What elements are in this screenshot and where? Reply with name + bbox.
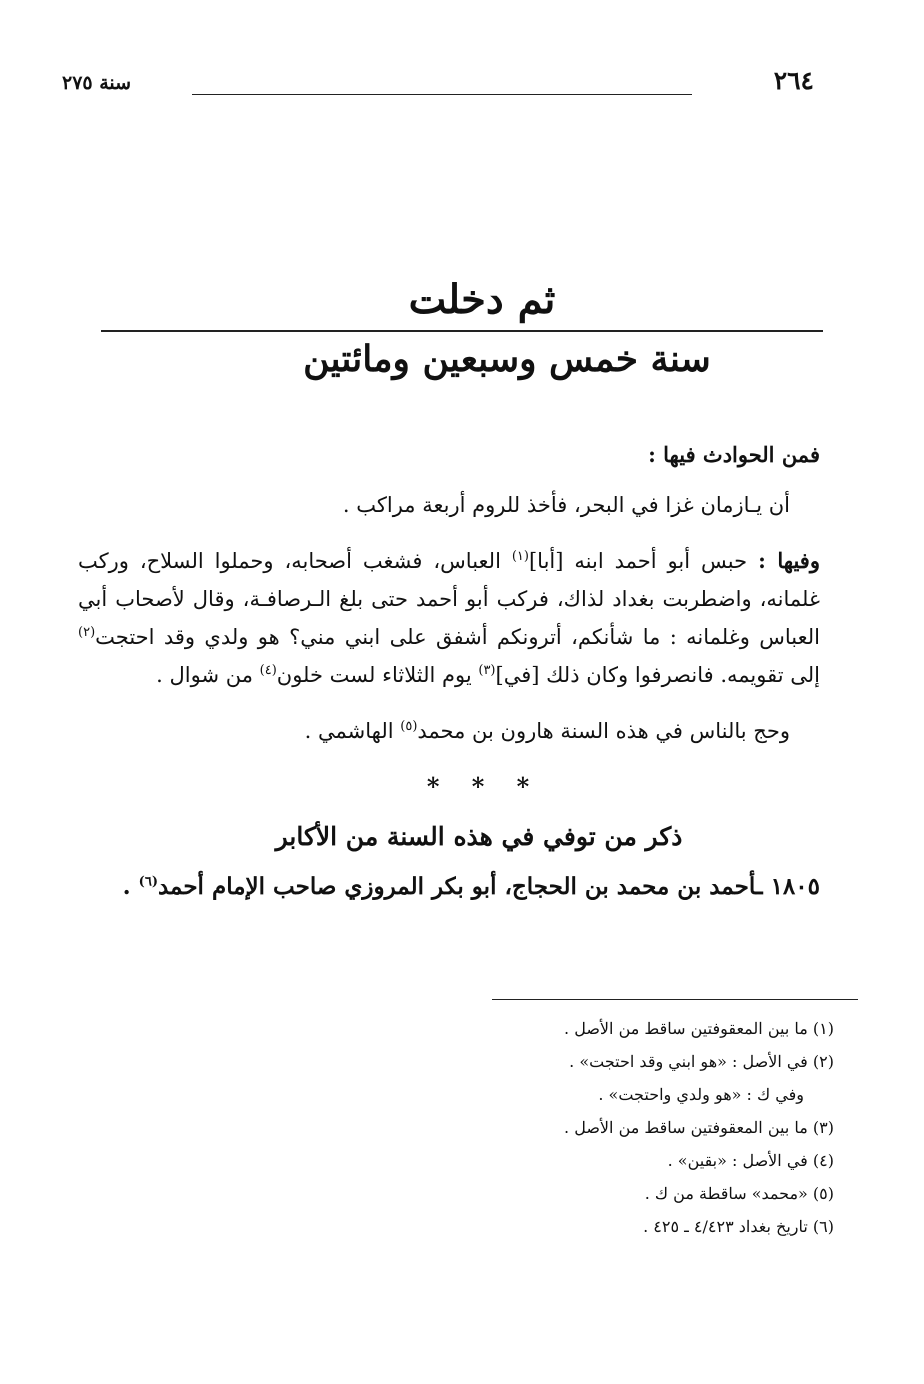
header-rule	[192, 94, 692, 95]
running-head	[62, 66, 814, 106]
paragraph-text: من شوال .	[156, 663, 260, 687]
footnote-ref-1[interactable]: (١)	[511, 549, 529, 564]
paragraph-text: حبس أبو أحمد ابنه [أبا]	[528, 549, 759, 573]
footnote-4: (٤) في الأصل : «بقين» .	[667, 1151, 834, 1170]
running-year-label: سنة ٢٧٥	[62, 72, 132, 94]
entry-text: ١٨٠٥ ـأحمد بن محمد بن الحجاج، أبو بكر المروزي صاحب الإمام أحمد	[157, 873, 820, 900]
paragraph-text: الهاشمي .	[304, 719, 401, 743]
entry-end: .	[122, 873, 139, 900]
footnote-1: (١) ما بين المعقوفتين ساقط من الأصل .	[564, 1019, 834, 1038]
paragraph-text: وحج بالناس في هذه السنة هارون بن محمد	[417, 719, 790, 743]
footnote-ref-2[interactable]: (٢)	[78, 625, 96, 640]
footnote-rule	[492, 999, 858, 1000]
paragraph-text: إلى تقويمه. فانصرفوا وكان ذلك [في]	[495, 663, 820, 687]
page-number: ٢٦٤	[773, 66, 814, 95]
section-separator-stars: * * *	[426, 772, 542, 801]
chapter-pre-title: ثم دخلت	[408, 276, 556, 323]
biography-entry-1805	[78, 868, 820, 906]
section-heading: ذكر من توفي في هذه السنة من الأكابر	[275, 822, 683, 851]
footnotes	[78, 1012, 834, 1243]
footnote-ref-5[interactable]: (٥)	[400, 719, 418, 734]
paragraph-lead-word: وفيها :	[758, 548, 820, 573]
events-lead: فمن الحوادث فيها :	[648, 442, 820, 467]
paragraph-text: العباس، فشغب أصحابه، وحملوا السلاح، وركب غلمانه، واضطربت بغداد لذاك، فركب أبو أحمد حتى بلغ الـرصافـة، وقال لأصحاب أبي العباس وغلمانه : ما شأنكم، أترونكم أشفق على ابني مني؟ هو ولدي وقد احتجت	[78, 549, 820, 649]
chapter-rule	[101, 330, 823, 332]
chapter-title: سنة خمس وسبعين ومائتين	[303, 338, 711, 380]
footnote-ref-4[interactable]: (٤)	[259, 663, 277, 678]
footnote-ref-6[interactable]: (٦)	[138, 874, 158, 890]
paragraph-text: يوم الثلاثاء لست خلون	[276, 663, 479, 687]
footnote-ref-3[interactable]: (٣)	[478, 663, 496, 678]
paragraph-abu-ahmad	[78, 542, 820, 694]
footnote-2: (٢) في الأصل : «هو ابني وقد احتجت» .	[569, 1052, 834, 1071]
footnote-5: (٥) «محمد» ساقطة من ك .	[644, 1184, 834, 1203]
footnote-3: (٣) ما بين المعقوفتين ساقط من الأصل .	[564, 1118, 834, 1137]
body-text	[78, 436, 820, 906]
paragraph-yazaman: أن يـازمان غزا في البحر، فأخذ للروم أربعة مراكب .	[342, 493, 790, 517]
footnote-6: (٦) تاريخ بغداد ٤/٤٢٣ ـ ٤٢٥ .	[643, 1217, 834, 1236]
paragraph-hajj	[78, 712, 820, 750]
footnote-2-variant: وفي ك : «هو ولدي واحتجت» .	[598, 1085, 804, 1104]
